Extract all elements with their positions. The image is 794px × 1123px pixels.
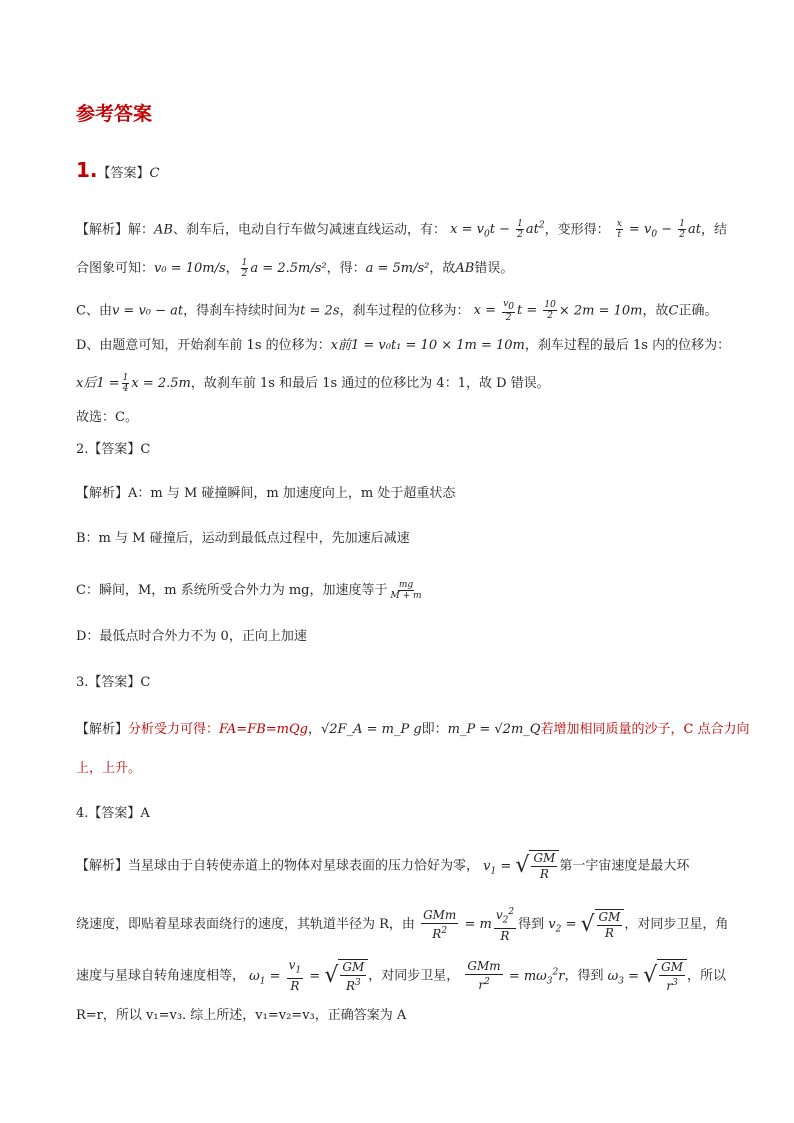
q4-analysis-line-3: 速度与星球自转角速度相等， $\omega_1$ = $\frac{v_1}{R}$ = √ $\frac{GM}{R^3}$ ，对同步卫星， $\frac{\text{GMm}}{r^2}$ = $m\omega_3^2r$，得到 $\omega_3$ = √ $\frac{GM}{r^3}$ ，所以: [76, 958, 727, 994]
q4-analysis-line-1: 【解析】当星球由于自转使赤道上的物体对星球表面的压力恰好为零， $v_1$ = √ $\frac{GM}{R}$ 第一宇宙速度是最大环: [76, 851, 690, 881]
q2-analysis-d: D：最低点时合外力不为 0，正向上加速: [76, 629, 307, 644]
q1-analysis-line-1: 【解析】解：AB、刹车后，电动自行车做匀减速直线运动，有： $x = v_0t$ − $\frac{1}{2}$ $at^2$，变形得： $\frac{x}{t}$ = $v_0$ − $\frac{1}{2}$ at，结: [76, 219, 727, 241]
q1-analysis-label: 【解析】: [76, 222, 129, 238]
q4-analysis-line-2: 绕速度，即贴着星球表面绕行的速度，其轨道半径为 R，由 $\frac{\text{GMm}}{R^2}$ = m $\frac{v_2^2}{R}$ 得到 $v_2$ = √ $\frac{GM}{R}$ ，对同步卫星，角: [76, 907, 729, 944]
q1-conclusion: 故选：C。: [76, 410, 138, 425]
q1-eq-transformed: $\frac{x}{t}$ = $v_0$ − $\frac{1}{2}$ at: [616, 219, 701, 241]
q4-answer: A: [140, 806, 150, 821]
q4-eq-gravity: $\frac{\text{GMm}}{R^2}$ = m $\frac{v_2^2}{R}$: [423, 907, 515, 944]
q4-answer-line: [76, 804, 150, 824]
q2-answer-line: [76, 440, 150, 460]
q1-answer: C: [149, 166, 160, 181]
q1-analysis-line-3: C、由v = v₀ − at，得刹车持续时间为t = 2s，刹车过程的位移为： x = $\frac{v_0}{2}$ t = $\frac{10}{2}$ × 2m = 10m，故C正确。: [76, 299, 718, 323]
q2-analysis-a: 【解析】A：m 与 M 碰撞瞬间，m 加速度向上，m 处于超重状态: [76, 486, 456, 501]
q4-eq-sync: $\frac{\text{GMm}}{r^2}$ = $m\omega_3^2r$: [467, 959, 565, 993]
q3-analysis-line-2: 上，上升。: [76, 761, 142, 776]
q4-answer-label: 【答案】: [88, 806, 141, 821]
q1-analysis-line-5: x后1 = $\frac{1}{4}$ x = 2.5m，故刹车前 1s 和最后 1s 通过的位移比为 4：1，故 D 错误。: [76, 373, 550, 394]
q4-number: 4.: [76, 806, 89, 821]
q4-eq-v2: $v_2$ = √ $\frac{GM}{R}$: [548, 917, 624, 932]
q2-answer: C: [140, 442, 151, 457]
q2-analysis-b: B：m 与 M 碰撞后，运动到最低点过程中，先加速后减速: [76, 531, 410, 546]
q1-number: 1.: [76, 158, 98, 182]
q3-answer-line: [76, 673, 150, 693]
q1-answer-line: [76, 160, 159, 184]
q4-eq-omega3: $\omega_3$ = √ $\frac{GM}{r^3}$: [608, 969, 687, 984]
q1-answer-label: 【答案】: [97, 166, 150, 181]
q3-number: 3.: [76, 675, 89, 690]
q1-analysis-line-4: D、由题意可知，开始刹车前 1s 的位移为：x前1 = v₀t₁ = 10 × 1m = 10m，刹车过程的最后 1s 内的位移为：: [76, 338, 731, 353]
q2-analysis-c: C：瞬间，M，m 系统所受合外力为 mg，加速度等于 $\frac{mg}{M + m}$: [76, 580, 422, 601]
q2-number: 2.: [76, 442, 89, 457]
q4-analysis-line-4: R=r，所以 v₁=v₃. 综上所述，v₁=v₂=v₃，正确答案为 A: [76, 1008, 407, 1023]
q1-eq-displacement: $x = v_0t$ − $\frac{1}{2}$ $at^2$: [450, 219, 545, 241]
q3-analysis-line-1: 【解析】分析受力可得：FA=FB=mQg，√2F_A = m_P g即：m_P = √2m_Q若增加相同质量的沙子，C 点合力向: [76, 722, 750, 737]
q2-answer-label: 【答案】: [88, 442, 141, 457]
page-title: 参考答案: [76, 103, 153, 125]
q4-eq-v1: $v_1$ = √ $\frac{GM}{R}$: [483, 859, 559, 874]
q1-analysis-line-2: 合图象可知：v₀ = 10m/s， $\frac{1}{2}$ a = 2.5m/s²，得：a = 5m/s²，故AB错误。: [76, 258, 514, 279]
q3-answer-label: 【答案】: [88, 675, 141, 690]
q4-eq-omega1: $\omega_1$ = $\frac{v_1}{R}$ = √ $\frac{GM}{R^3}$: [249, 969, 368, 984]
q1-eq-brake-distance: x = $\frac{v_0}{2}$ t = $\frac{10}{2}$: [473, 299, 556, 323]
q3-answer: C: [140, 675, 151, 690]
